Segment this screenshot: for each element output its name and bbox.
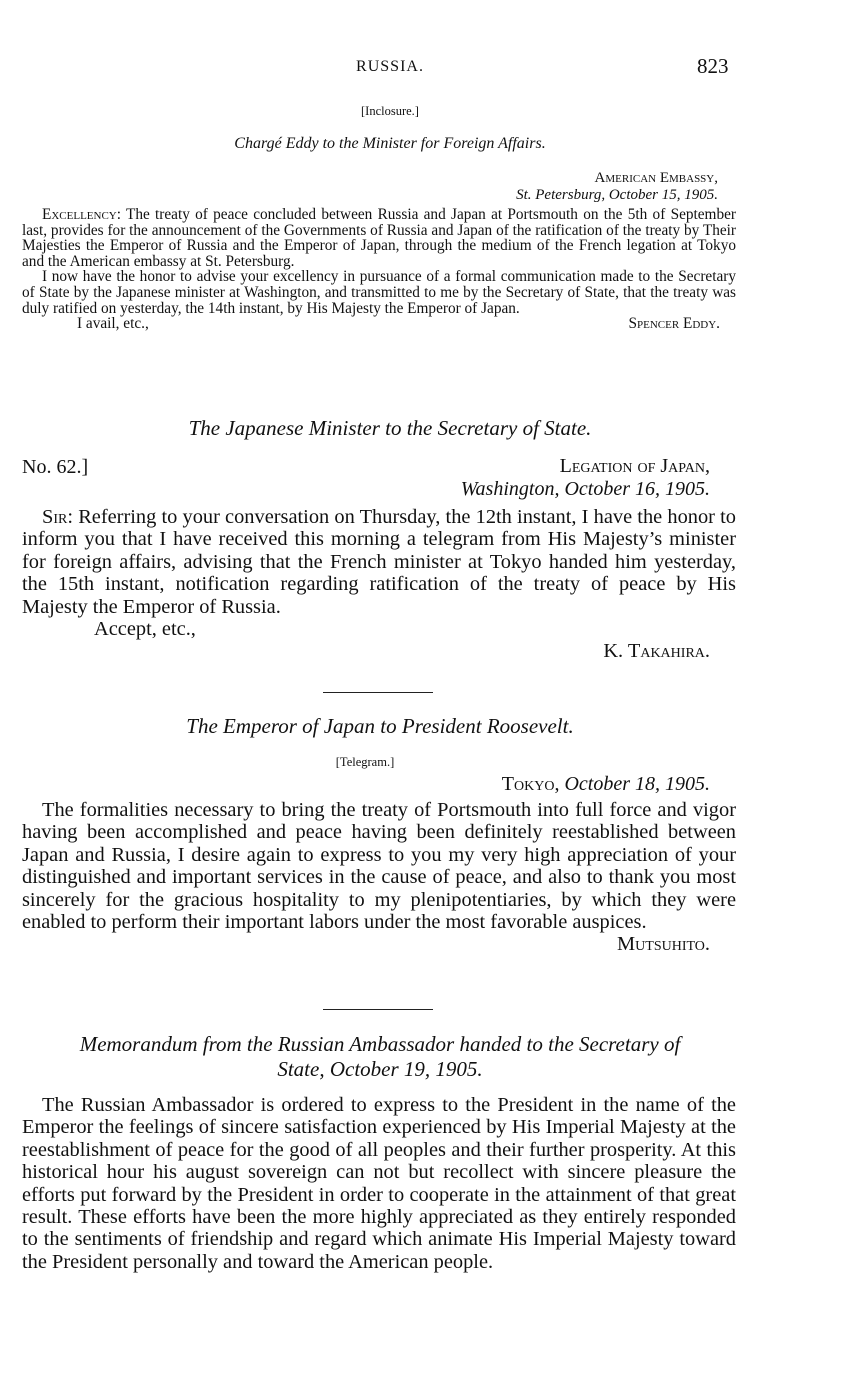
- section3-place: Tokyo,: [501, 773, 560, 795]
- section1-paragraph-1: [22, 207, 736, 269]
- section3-paragraph-1: The formalities necessary to bring the treaty of Portsmouth into full force and vigor having been accomplished and peace having been definitely reestablished between Japan and Russia, I desire again to express to you my very high appreciation of your distinguished and important services in the cause of peace, and also to thank you most sincerely for the gracious hospitality to my plenipotentiaries, by which they were enabled to perform their important labors under the most favorable auspices.: [22, 799, 736, 934]
- section2-title: The Japanese Minister to the Secretary of State.: [188, 416, 592, 440]
- section2-signature: K. Takahira.: [603, 640, 710, 663]
- section1-closing-line: [22, 316, 736, 332]
- section1-address-line1: American Embassy,: [594, 170, 718, 186]
- section4-paragraph-1: The Russian Ambassador is ordered to express to the President in the name of the Emperor the feelings of sincere satisfaction experienced by His Imperial Majesty at the reestablishment of peace for the good of all peoples and their further prosperity. At this historical hour his august sovereign can not but recollect with sincere pleasure the efforts put forward by the President in order to cooperate in the attainment of that great result. These efforts have been the more highly appreciated as they entirely responded to the sentiments of friendship and regard which animate His Imperial Majesty toward the President personally and toward the American people.: [22, 1094, 736, 1273]
- section2-number: No. 62.]: [22, 456, 89, 478]
- divider-rule-2: [323, 1009, 433, 1010]
- section1-signature: Spencer Eddy.: [628, 315, 720, 333]
- section4-title-line1: Memorandum from the Russian Ambassador handed to the Secretary of: [79, 1032, 681, 1056]
- section2-para1-text: Referring to your conversation on Thursday, the 12th instant, I have the honor to inform you that I have received this morning a telegram from His Majesty’s minister for foreign affairs, advising that the French minister at Tokyo handed him yesterday, the 15th instant, notification regarding ratification of the treaty of peace by His Majesty the Emperor of Russia.: [22, 506, 736, 618]
- section2-closing: Accept, etc.,: [94, 618, 196, 641]
- running-head: RUSSIA.: [356, 58, 424, 75]
- section2-body: [22, 506, 736, 663]
- telegram-note: [Telegram.]: [335, 755, 395, 769]
- section1-salutation: Excellency:: [42, 206, 121, 223]
- divider-rule-1: [323, 692, 433, 693]
- section4-title: [0, 1032, 760, 1082]
- section2-address-line1: Legation of Japan,: [559, 455, 710, 477]
- section4-body: [22, 1094, 736, 1273]
- section2-address-line2: Washington, October 16, 1905.: [460, 478, 710, 500]
- section3-title: The Emperor of Japan to President Roosevelt.: [186, 714, 574, 738]
- section1-address-line2: St. Petersburg, October 15, 1905.: [516, 187, 718, 203]
- section2-salutation: Sir:: [42, 506, 74, 528]
- section1-title: Chargé Eddy to the Minister for Foreign Affairs.: [234, 135, 546, 152]
- page-number: 823: [697, 54, 729, 78]
- section4-title-line2: State, October 19, 1905.: [277, 1057, 483, 1081]
- inclosure-note: [Inclosure.]: [361, 104, 419, 118]
- section3-dateline: [380, 773, 710, 796]
- section1-closing: I avail, etc.,: [77, 315, 149, 333]
- section3-body: [22, 799, 736, 956]
- section2-paragraph-1: [22, 506, 736, 618]
- section3-date: October 18, 1905.: [564, 773, 710, 795]
- section3-signature: Mutsuhito.: [617, 933, 710, 956]
- section1-body: [22, 207, 736, 332]
- section1-paragraph-2: I now have the honor to advise your excellency in pursuance of a formal communication made to the Secretary of State by the Japanese minister at Washington, and transmitted to me by the Secretary of State, that the treaty was duly ratified on yesterday, the 14th instant, by His Majesty the Emperor of Japan.: [22, 268, 736, 317]
- section1-para1-text: The treaty of peace concluded between Russia and Japan at Portsmouth on the 5th of September last, provides for the announcement of the Governments of Russia and Japan of the ratification of the treaty by Their Majesties the Emperor of Russia and the Emperor of Japan, through the medium of the French legation at Tokyo and the American embassy at St. Petersburg.: [22, 206, 736, 270]
